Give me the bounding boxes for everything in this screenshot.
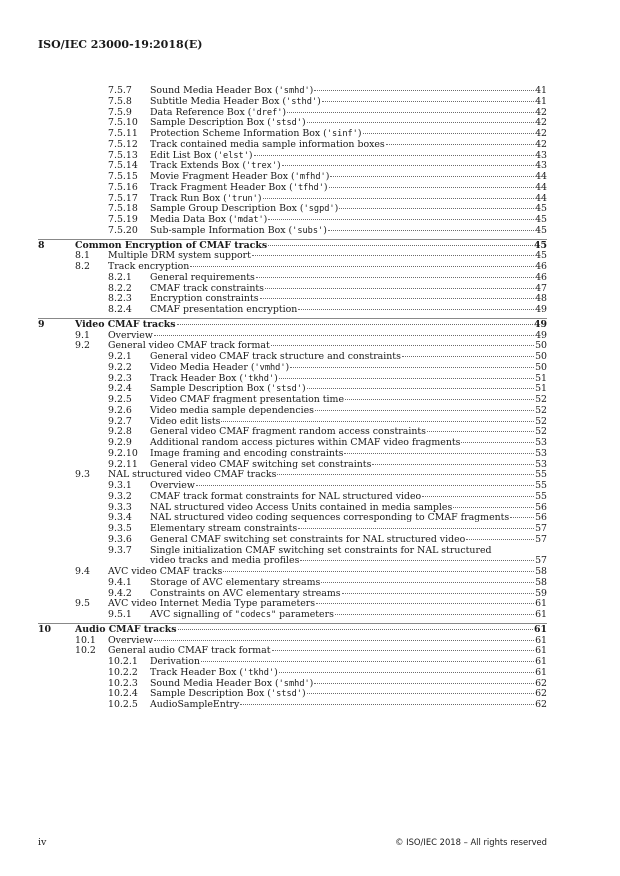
document-header: ISO/IEC 23000-19:2018(E) xyxy=(38,38,203,51)
dot-leader xyxy=(263,198,535,199)
dot-leader xyxy=(240,704,534,705)
dot-leader xyxy=(178,629,533,630)
toc-entry[interactable] xyxy=(0,646,620,657)
toc-entry-title: Video media sample dependencies xyxy=(150,404,314,416)
toc-entry-page: 50 xyxy=(535,340,547,352)
toc-entry-title: Track encryption xyxy=(108,261,190,272)
dot-leader xyxy=(177,324,533,325)
toc-entry-page: 62 xyxy=(535,688,547,700)
toc-entry-page: 45 xyxy=(535,224,547,236)
toc-entry-title: Sample Description Box ('stsd') xyxy=(150,688,306,700)
toc-entry[interactable] xyxy=(0,460,620,471)
dot-leader xyxy=(252,255,534,256)
dot-leader xyxy=(329,187,535,188)
toc-entry[interactable] xyxy=(0,172,620,183)
toc-entry-title: Protection Scheme Information Box ('sinf') xyxy=(150,128,362,139)
toc-entry[interactable] xyxy=(0,215,620,226)
toc-entry-title: Edit List Box ('elst') xyxy=(150,149,253,161)
toc-entry-number: 9.2.2 xyxy=(108,361,132,373)
toc-entry-number: 7.5.11 xyxy=(108,128,138,139)
toc-entry-page: 51 xyxy=(535,383,547,395)
toc-entry-page: 53 xyxy=(535,458,547,470)
toc-entry-page: 44 xyxy=(535,171,547,182)
toc-entry-page: 55 xyxy=(535,490,547,502)
toc-entry[interactable] xyxy=(0,251,620,262)
toc-entry-number: 9.3.1 xyxy=(108,480,132,491)
toc-entry[interactable] xyxy=(0,226,620,237)
toc-entry-number: 10 xyxy=(38,623,52,635)
toc-entry[interactable] xyxy=(0,689,620,700)
toc-entry-number: 10.2.1 xyxy=(108,656,138,667)
toc-entry-page: 45 xyxy=(533,239,547,251)
toc-entry-title: AVC video CMAF tracks xyxy=(108,566,223,577)
toc-entry[interactable] xyxy=(0,331,620,342)
toc-entry[interactable] xyxy=(0,97,620,108)
toc-entry-number: 9.2.8 xyxy=(108,426,132,438)
toc-entry-title: Sound Media Header Box ('smhd') xyxy=(150,85,314,96)
toc-entry-number: 9.2.4 xyxy=(108,383,132,395)
toc-entry-title: Common Encryption of CMAF tracks xyxy=(75,239,268,251)
dot-leader xyxy=(272,650,535,651)
toc-entry-page: 62 xyxy=(535,699,547,710)
toc-entry[interactable] xyxy=(0,305,620,316)
dot-leader xyxy=(466,539,534,540)
dot-leader xyxy=(256,277,534,278)
toc-entry[interactable] xyxy=(0,151,620,162)
toc-entry-number: 7.5.18 xyxy=(108,203,138,215)
toc-entry-title: AVC signalling of "codecs" parameters xyxy=(150,609,334,620)
toc-entry-title: Sub-sample Information Box ('subs') xyxy=(150,224,327,236)
toc-entry[interactable] xyxy=(0,610,620,621)
toc-entry-title: General video CMAF fragment random access constraints xyxy=(150,426,426,438)
toc-entry-title: General requirements xyxy=(150,271,255,283)
toc-entry-number: 7.5.10 xyxy=(108,117,138,129)
toc-entry-number: 9.3.6 xyxy=(108,533,132,545)
toc-entry-page: 50 xyxy=(535,361,547,373)
dot-leader xyxy=(510,517,534,518)
toc-entry-page: 58 xyxy=(535,566,547,577)
toc-entry[interactable] xyxy=(0,668,620,679)
toc-entry-page: 48 xyxy=(535,293,547,305)
toc-entry[interactable] xyxy=(0,273,620,284)
toc-entry-title: Constraints on AVC elementary streams xyxy=(150,587,341,599)
toc-entry-number: 8.2.1 xyxy=(108,271,132,283)
toc-entry-title: Media Data Box ('mdat') xyxy=(150,214,268,225)
toc-entry[interactable] xyxy=(0,183,620,194)
toc-entry-number: 9.2 xyxy=(75,340,90,352)
toc-entry-number: 10.2.4 xyxy=(108,688,138,700)
toc-entry-number: 10.2.5 xyxy=(108,699,138,710)
toc-entry-title: Track Run Box ('trun') xyxy=(150,192,262,204)
toc-entry[interactable] xyxy=(0,294,620,305)
toc-entry-title: CMAF track constraints xyxy=(150,282,264,294)
toc-entry-title: Additional random access pictures within CMAF video fragments xyxy=(150,437,461,448)
toc-entry-number: 7.5.7 xyxy=(108,85,132,96)
toc-entry-page: 61 xyxy=(535,598,547,610)
dot-leader xyxy=(328,230,534,231)
toc-entry-number: 7.5.17 xyxy=(108,192,138,204)
toc-entry-title: Derivation xyxy=(150,656,200,667)
toc-entry-number: 10.1 xyxy=(75,634,96,646)
toc-entry-page: 52 xyxy=(535,415,547,427)
dot-leader xyxy=(196,485,534,486)
toc-entry-title: Encryption constraints xyxy=(150,293,259,305)
dot-leader xyxy=(254,155,535,156)
dot-leader xyxy=(363,133,535,134)
toc-entry[interactable] xyxy=(0,284,620,295)
toc-entry[interactable] xyxy=(0,625,620,636)
toc-entry-title: Video CMAF fragment presentation time xyxy=(150,394,344,405)
dot-leader xyxy=(335,614,534,615)
toc-entry-title: AVC video Internet Media Type parameters xyxy=(108,598,316,610)
toc-entry[interactable] xyxy=(0,513,620,524)
dot-leader xyxy=(282,165,534,166)
dot-leader xyxy=(315,410,534,411)
toc-entry-number: 7.5.9 xyxy=(108,106,132,118)
toc-entry-page: 59 xyxy=(535,587,547,599)
toc-entry-number: 7.5.8 xyxy=(108,95,132,107)
toc-entry-page: 56 xyxy=(535,512,547,524)
toc-entry-title: Data Reference Box ('dref') xyxy=(150,106,287,118)
toc-entry-title: AudioSampleEntry xyxy=(150,699,240,710)
toc-entry-title: General CMAF switching set constraints for NAL structured video xyxy=(150,533,466,545)
toc-entry-number: 9.2.9 xyxy=(108,437,132,448)
dot-leader xyxy=(307,388,534,389)
dot-leader xyxy=(260,298,535,299)
toc-entry-title: Audio CMAF tracks xyxy=(75,623,177,635)
toc-entry-page: 55 xyxy=(535,469,547,481)
toc-entry-title: Sound Media Header Box ('smhd') xyxy=(150,677,314,689)
toc-entry-number: 9.2.5 xyxy=(108,394,132,405)
toc-entry-title: Track Extends Box ('trex') xyxy=(150,160,281,172)
dot-leader xyxy=(342,593,534,594)
toc-entry-page: 46 xyxy=(535,271,547,283)
toc-entry-number: 9.2.6 xyxy=(108,404,132,416)
toc-entry-title: General video CMAF track format xyxy=(108,340,270,352)
toc-entry-number: 9 xyxy=(38,318,45,330)
toc-entry-page: 41 xyxy=(535,95,547,107)
toc-entry-number: 9.3 xyxy=(75,469,90,481)
page-number: iv xyxy=(38,837,47,848)
toc-entry[interactable] xyxy=(0,679,620,690)
toc-entry-title: Video Media Header ('vmhd') xyxy=(150,361,290,373)
toc-entry-title: video tracks and media profiles xyxy=(150,555,300,567)
toc-entry-page: 42 xyxy=(535,117,547,129)
toc-entry-page: 45 xyxy=(535,250,547,262)
toc-entry-number: 8.2 xyxy=(75,261,90,272)
toc-entry[interactable] xyxy=(0,204,620,215)
toc-entry-number: 7.5.12 xyxy=(108,138,138,150)
dot-leader xyxy=(345,399,534,400)
dot-leader xyxy=(402,356,534,357)
toc-entry[interactable] xyxy=(0,241,620,252)
toc-entry-page: 43 xyxy=(535,160,547,172)
dot-leader xyxy=(339,208,534,209)
dot-leader xyxy=(279,378,534,379)
toc-entry-number: 8 xyxy=(38,239,45,251)
toc-entry-page: 51 xyxy=(535,372,547,384)
toc-entry-number: 10.2.3 xyxy=(108,677,138,689)
toc-entry-page: 61 xyxy=(535,645,547,657)
toc-entry-number: 8.2.4 xyxy=(108,304,132,315)
toc-entry[interactable] xyxy=(0,556,620,567)
toc-entry-number: 9.1 xyxy=(75,329,90,341)
toc-entry-page: 47 xyxy=(535,282,547,294)
toc-entry-page: 42 xyxy=(535,138,547,150)
toc-entry-page: 44 xyxy=(535,181,547,193)
toc-entry-number: 8.2.2 xyxy=(108,282,132,294)
dot-leader xyxy=(298,528,534,529)
dot-leader xyxy=(271,345,534,346)
dot-leader xyxy=(279,672,534,673)
toc-entry-title: Overview xyxy=(108,634,153,646)
dot-leader xyxy=(453,507,534,508)
toc-entry-page: 61 xyxy=(535,609,547,620)
toc-entry-title: Movie Fragment Header Box ('mfhd') xyxy=(150,171,330,182)
toc-entry-page: 45 xyxy=(535,203,547,215)
dot-leader xyxy=(427,431,534,432)
toc-entry-number: 9.4 xyxy=(75,566,90,577)
toc-entry-number: 9.5.1 xyxy=(108,609,132,620)
toc-entry[interactable] xyxy=(0,108,620,119)
toc-entry-number: 7.5.13 xyxy=(108,149,138,161)
toc-entry-number: 8.1 xyxy=(75,250,90,262)
dot-leader xyxy=(372,464,534,465)
toc-entry-title: Track Fragment Header Box ('tfhd') xyxy=(150,181,328,193)
toc-entry-page: 49 xyxy=(533,318,547,330)
toc-entry-title: Track Header Box ('tkhd') xyxy=(150,372,278,384)
toc-entry-title: General video CMAF track structure and constraints xyxy=(150,351,401,362)
toc-entry-title: Video edit lists xyxy=(150,415,221,427)
dot-leader xyxy=(290,367,534,368)
toc-entry-page: 43 xyxy=(535,149,547,161)
toc-entry[interactable] xyxy=(0,700,620,711)
toc-entry[interactable] xyxy=(0,86,620,97)
copyright-notice: © ISO/IEC 2018 – All rights reserved xyxy=(395,837,547,847)
toc-entry-number: 7.5.14 xyxy=(108,160,138,172)
toc-entry-number: 7.5.19 xyxy=(108,214,138,225)
dot-leader xyxy=(461,442,534,443)
toc-entry-page: 61 xyxy=(533,623,547,635)
toc-entry[interactable] xyxy=(0,657,620,668)
toc-entry-title: General audio CMAF track format xyxy=(108,645,271,657)
toc-entry-title: NAL structured video Access Units contained in media samples xyxy=(150,501,453,513)
dot-leader xyxy=(316,603,534,604)
dot-leader xyxy=(265,288,534,289)
dot-leader xyxy=(307,693,534,694)
toc-entry[interactable] xyxy=(0,262,620,273)
toc-entry-number: 9.3.5 xyxy=(108,523,132,534)
table-of-contents xyxy=(0,86,620,711)
toc-entry[interactable] xyxy=(0,352,620,363)
dot-leader xyxy=(287,112,534,113)
toc-entry-number: 9.2.10 xyxy=(108,447,138,459)
toc-entry-title: Storage of AVC elementary streams xyxy=(150,576,321,588)
dot-leader xyxy=(322,101,534,102)
toc-entry-title: Video CMAF tracks xyxy=(75,318,176,330)
toc-entry-page: 57 xyxy=(535,533,547,545)
toc-entry-number: 9.3.2 xyxy=(108,490,132,502)
toc-entry-title: Track Header Box ('tkhd') xyxy=(150,666,278,678)
toc-entry-number: 8.2.3 xyxy=(108,293,132,305)
toc-entry-number: 9.4.1 xyxy=(108,576,132,588)
toc-entry-title: Overview xyxy=(108,329,153,341)
toc-entry-title: Subtitle Media Header Box ('sthd') xyxy=(150,95,321,107)
dot-leader xyxy=(154,335,534,336)
toc-entry-page: 56 xyxy=(535,501,547,513)
toc-entry-page: 45 xyxy=(535,214,547,225)
dot-leader xyxy=(268,219,534,220)
dot-leader xyxy=(307,122,534,123)
dot-leader xyxy=(386,144,534,145)
toc-entry-page: 52 xyxy=(535,426,547,438)
toc-entry-page: 52 xyxy=(535,404,547,416)
toc-entry[interactable] xyxy=(0,578,620,589)
toc-entry-page: 49 xyxy=(535,329,547,341)
toc-entry[interactable] xyxy=(0,470,620,481)
toc-entry-number: 9.2.7 xyxy=(108,415,132,427)
toc-entry-title: NAL structured video CMAF tracks xyxy=(108,469,277,481)
toc-entry-number: 9.4.2 xyxy=(108,587,132,599)
dot-leader xyxy=(277,474,534,475)
toc-entry[interactable] xyxy=(0,140,620,151)
toc-entry-number: 7.5.15 xyxy=(108,171,138,182)
toc-entry-number: 9.5 xyxy=(75,598,90,610)
toc-entry-page: 53 xyxy=(535,437,547,448)
toc-entry-number: 9.2.11 xyxy=(108,458,138,470)
toc-entry-title: General video CMAF switching set constraints xyxy=(150,458,372,470)
dot-leader xyxy=(314,683,534,684)
toc-entry-title: Elementary stream constraints xyxy=(150,523,298,534)
dot-leader xyxy=(190,266,534,267)
toc-entry-number: 9.2.3 xyxy=(108,372,132,384)
toc-entry[interactable] xyxy=(0,374,620,385)
dot-leader xyxy=(422,496,534,497)
toc-entry-page: 46 xyxy=(535,261,547,272)
toc-entry-number: 9.3.4 xyxy=(108,512,132,524)
toc-entry-page: 61 xyxy=(535,634,547,646)
toc-entry[interactable] xyxy=(0,320,620,331)
dot-leader xyxy=(330,176,534,177)
toc-entry-number: 10.2.2 xyxy=(108,666,138,678)
toc-entry-page: 42 xyxy=(535,128,547,139)
toc-entry-page: 50 xyxy=(535,351,547,362)
toc-entry-title: Track contained media sample information boxes xyxy=(150,138,385,150)
toc-entry-page: 42 xyxy=(535,106,547,118)
toc-entry-title: Single initialization CMAF switching set constraints for NAL structured xyxy=(150,544,492,556)
toc-entry[interactable] xyxy=(0,535,620,546)
toc-entry-page: 61 xyxy=(535,656,547,667)
toc-entry-title: Multiple DRM system support xyxy=(108,250,251,262)
toc-entry-page: 53 xyxy=(535,447,547,459)
dot-leader xyxy=(268,245,533,246)
toc-entry-title: Sample Description Box ('stsd') xyxy=(150,117,306,129)
toc-entry-number: 9.3.3 xyxy=(108,501,132,513)
toc-entry[interactable] xyxy=(0,546,620,557)
toc-entry-number: 7.5.20 xyxy=(108,224,138,236)
toc-entry-page: 55 xyxy=(535,480,547,491)
toc-entry[interactable] xyxy=(0,449,620,460)
dot-leader xyxy=(221,421,534,422)
toc-entry[interactable] xyxy=(0,406,620,417)
toc-entry-title: Sample Group Description Box ('sgpd') xyxy=(150,203,339,215)
dot-leader xyxy=(154,640,534,641)
toc-entry-number: 9.2.1 xyxy=(108,351,132,362)
dot-leader xyxy=(298,309,534,310)
toc-entry[interactable] xyxy=(0,161,620,172)
dot-leader xyxy=(314,90,534,91)
toc-entry-page: 44 xyxy=(535,192,547,204)
toc-entry-page: 58 xyxy=(535,576,547,588)
toc-entry[interactable] xyxy=(0,363,620,374)
toc-entry-title: Overview xyxy=(150,480,195,491)
toc-entry-title: Sample Description Box ('stsd') xyxy=(150,383,306,395)
dot-leader xyxy=(300,560,534,561)
toc-entry-page: 62 xyxy=(535,677,547,689)
toc-entry-page: 57 xyxy=(535,523,547,534)
toc-entry-number: 10.2 xyxy=(75,645,96,657)
toc-entry-page: 41 xyxy=(535,85,547,96)
toc-entry-page: 49 xyxy=(535,304,547,315)
toc-entry-title: NAL structured video coding sequences corresponding to CMAF fragments xyxy=(150,512,510,524)
dot-leader xyxy=(201,661,534,662)
toc-entry-page: 52 xyxy=(535,394,547,405)
toc-entry-title: CMAF track format constraints for NAL structured video xyxy=(150,490,422,502)
toc-entry[interactable] xyxy=(0,194,620,205)
toc-entry-number: 7.5.16 xyxy=(108,181,138,193)
toc-entry-number: 9.3.7 xyxy=(108,544,132,556)
toc-entry-title: Image framing and encoding constraints xyxy=(150,447,344,459)
toc-entry-page: 61 xyxy=(535,666,547,678)
dot-leader xyxy=(223,571,534,572)
dot-leader xyxy=(344,453,534,454)
toc-entry-page: 57 xyxy=(535,555,547,567)
toc-entry[interactable] xyxy=(0,492,620,503)
toc-entry-title: CMAF presentation encryption xyxy=(150,304,298,315)
dot-leader xyxy=(321,582,534,583)
